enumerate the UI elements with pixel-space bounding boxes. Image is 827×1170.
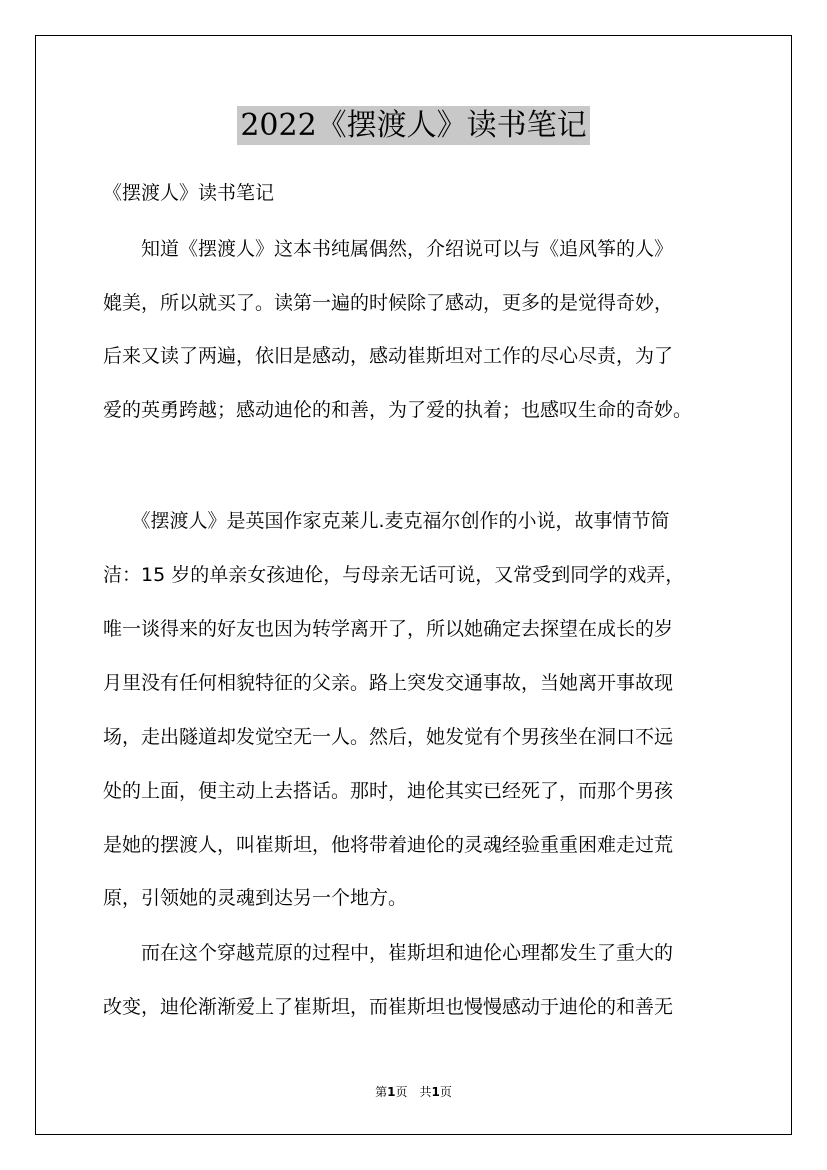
paragraph-line: 唯一谈得来的好友也因为转学离开了，所以她确定去探望在成长的岁 bbox=[103, 618, 674, 640]
paragraph-line: 而在这个穿越荒原的过程中，崔斯坦和迪伦心理都发生了重大的 bbox=[103, 942, 674, 964]
paragraph-line: 后来又读了两遍，依旧是感动，感动崔斯坦对工作的尽心尽责，为了 bbox=[103, 345, 674, 367]
document-title-text: 2022《摆渡人》读书笔记 bbox=[237, 106, 589, 145]
footer-page-number: 1 bbox=[387, 1085, 396, 1099]
footer-total-suffix: 页 bbox=[439, 1085, 452, 1099]
paragraph-line: 是她的摆渡人，叫崔斯坦，他将带着迪伦的灵魂经验重重困难走过荒 bbox=[103, 834, 674, 856]
paragraph-line: 原，引领她的灵魂到达另一个地方。 bbox=[103, 887, 408, 909]
paragraph-line: 爱的英勇跨越；感动迪伦的和善，为了爱的执着；也感叹生命的奇妙。 bbox=[103, 399, 693, 421]
paragraph-line: 洁：15 岁的单亲女孩迪伦，与母亲无话可说，又常受到同学的戏弄， bbox=[103, 564, 685, 586]
paragraph-line: 改变，迪伦渐渐爱上了崔斯坦，而崔斯坦也慢慢感动于迪伦的和善无 bbox=[103, 996, 674, 1018]
paragraph-line: 媲美，所以就买了。读第一遍的时候除了感动，更多的是觉得奇妙， bbox=[103, 292, 674, 314]
document-title bbox=[0, 100, 827, 144]
footer-total-number: 1 bbox=[431, 1085, 440, 1099]
paragraph-line: 月里没有任何相貌特征的父亲。路上突发交通事故，当她离开事故现 bbox=[103, 672, 674, 694]
footer-page-prefix: 第 bbox=[375, 1085, 388, 1099]
page-footer bbox=[0, 1083, 827, 1100]
paragraph-line: 场，走出隧道却发觉空无一人。然后，她发觉有个男孩坐在洞口不远 bbox=[103, 726, 674, 748]
paragraph-line: 知道《摆渡人》这本书纯属偶然，介绍说可以与《追风筝的人》 bbox=[103, 238, 674, 260]
footer-page-suffix: 页 共 bbox=[395, 1085, 432, 1099]
paragraph-line: 处的上面，便主动上去搭话。那时，迪伦其实已经死了，而那个男孩 bbox=[103, 780, 674, 802]
paragraph-line: 《摆渡人》是英国作家克莱儿.麦克福尔创作的小说，故事情节简 bbox=[103, 510, 670, 532]
document-subtitle: 《摆渡人》读书笔记 bbox=[103, 182, 275, 204]
